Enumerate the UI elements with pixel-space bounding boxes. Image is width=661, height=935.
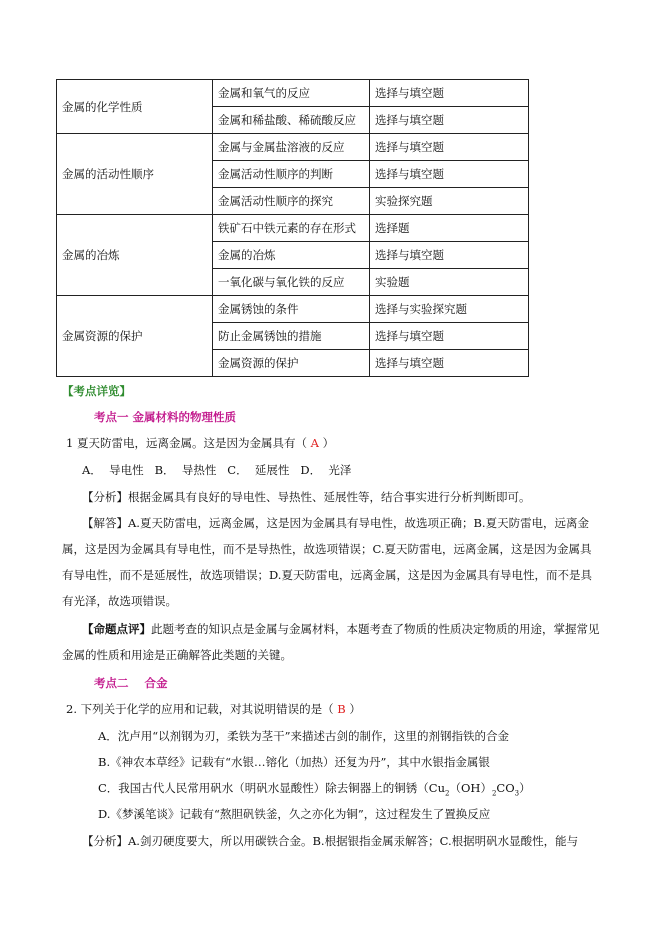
topic-cell: 金属锈蚀的条件 bbox=[213, 296, 370, 323]
category-cell: 金属的冶炼 bbox=[57, 215, 213, 296]
table-row bbox=[57, 134, 529, 161]
q2-option-c-mid: （OH） bbox=[449, 781, 492, 795]
section-heading: 【考点详览】 bbox=[62, 384, 131, 398]
topic-cell: 金属和稀盐酸、稀硫酸反应 bbox=[213, 107, 370, 134]
category-cell: 金属的活动性顺序 bbox=[57, 134, 213, 215]
q1-analysis: 【分析】根据金属具有良好的导电性、导热性、延展性等，结合事实进行分析判断即可。 bbox=[82, 490, 531, 504]
question-type-cell: 实验探究题 bbox=[370, 188, 529, 215]
q1-answer: A bbox=[310, 436, 319, 450]
question-type-cell: 选择与填空题 bbox=[370, 242, 529, 269]
topic-cell: 金属的冶炼 bbox=[213, 242, 370, 269]
q1-stem-text: 1 夏天防雷电，远离金属。这是因为金属具有（ bbox=[66, 436, 311, 450]
table-row bbox=[57, 296, 529, 323]
q2-option-a: A．沈卢用“以剂钢为刃，柔铁为茎干”来描述古剑的制作，这里的剂钢指铁的合金 bbox=[98, 729, 510, 743]
q1-comment-text: 此题考查的知识点是金属与金属材料，本题考查了物质的性质决定物质的用途，掌握常见金属的性质和用途是正确解答此类题的关键。 bbox=[62, 622, 600, 662]
q2-option-c-end: ） bbox=[519, 781, 531, 795]
q1-stem-end: ） bbox=[318, 436, 335, 450]
kaodian-1-title: 考点一 金属材料的物理性质 bbox=[94, 410, 237, 424]
q2-option-c-co: CO bbox=[496, 781, 515, 795]
q2-option-c bbox=[98, 779, 531, 802]
question-type-cell: 实验题 bbox=[370, 269, 529, 296]
topic-cell: 金属资源的保护 bbox=[213, 350, 370, 377]
category-cell: 金属资源的保护 bbox=[57, 296, 213, 377]
q2-stem bbox=[66, 700, 361, 718]
q2-option-c-sub3: 3 bbox=[514, 789, 520, 798]
q2-stem-end: ） bbox=[345, 702, 361, 716]
q1-stem bbox=[66, 434, 334, 452]
question-type-cell: 选择与填空题 bbox=[370, 80, 529, 107]
topic-cell: 金属与金属盐溶液的反应 bbox=[213, 134, 370, 161]
topic-cell: 金属和氧气的反应 bbox=[213, 80, 370, 107]
question-type-cell: 选择与填空题 bbox=[370, 134, 529, 161]
q1-options: A． 导电性 B． 导热性 C． 延展性 D． 光泽 bbox=[82, 463, 352, 477]
q1-comment bbox=[62, 616, 602, 668]
knowledge-table bbox=[56, 79, 529, 377]
q1-comment-label: 【命题点评】 bbox=[82, 622, 151, 636]
q2-stem-text: 2. 下列关于化学的应用和记载，对其说明错误的是（ bbox=[66, 702, 338, 716]
question-type-cell: 选择与填空题 bbox=[370, 107, 529, 134]
question-type-cell: 选择题 bbox=[370, 215, 529, 242]
table-row bbox=[57, 215, 529, 242]
topic-cell: 一氧化碳与氧化铁的反应 bbox=[213, 269, 370, 296]
topic-cell: 防止金属锈蚀的措施 bbox=[213, 323, 370, 350]
q2-analysis: 【分析】A.剑刃硬度要大，所以用碳铁合金。B.根据银指金属汞解答；C.根据明矾水显酸性，能与 bbox=[82, 834, 579, 848]
category-cell: 金属的化学性质 bbox=[57, 80, 213, 134]
q2-option-c-text: C．我国古代人民常用矾水（明矾水显酸性）除去铜器上的铜锈（Cu bbox=[98, 781, 446, 795]
q2-option-d: D.《梦溪笔谈》记载有“熬胆矾铁釜，久之亦化为铜”，这过程发生了置换反应 bbox=[98, 807, 491, 821]
q2-answer: B bbox=[337, 702, 346, 716]
kaodian-2-title: 考点二 合金 bbox=[94, 676, 168, 690]
question-type-cell: 选择与填空题 bbox=[370, 350, 529, 377]
question-type-cell: 选择与填空题 bbox=[370, 161, 529, 188]
q1-solution: 【解答】A.夏天防雷电，远离金属，这是因为金属具有导电性，故选项正确；B.夏天防雷电，远离金属，这是因为金属具有导电性，而不是导热性，故选项错误；C.夏天防雷电，远离金属，这是因为金属具有导电性，而不是延展性，故选项错误；D.夏天防雷电，远离金属，这是因为金属具有导电性，而不是具有光泽，故选项错误。 bbox=[62, 516, 592, 608]
question-type-cell: 选择与填空题 bbox=[370, 323, 529, 350]
q2-option-b: B.《神农本草经》记载有“水银…镕化（加热）还复为丹”，其中水银指金属银 bbox=[98, 755, 490, 769]
topic-cell: 铁矿石中铁元素的存在形式 bbox=[213, 215, 370, 242]
question-type-cell: 选择与实验探究题 bbox=[370, 296, 529, 323]
q2-option-c-sub1: 2 bbox=[445, 789, 450, 798]
q2-option-c-sub2: 2 bbox=[491, 789, 497, 798]
topic-cell: 金属活动性顺序的探究 bbox=[213, 188, 370, 215]
table-row bbox=[57, 80, 529, 107]
topic-cell: 金属活动性顺序的判断 bbox=[213, 161, 370, 188]
